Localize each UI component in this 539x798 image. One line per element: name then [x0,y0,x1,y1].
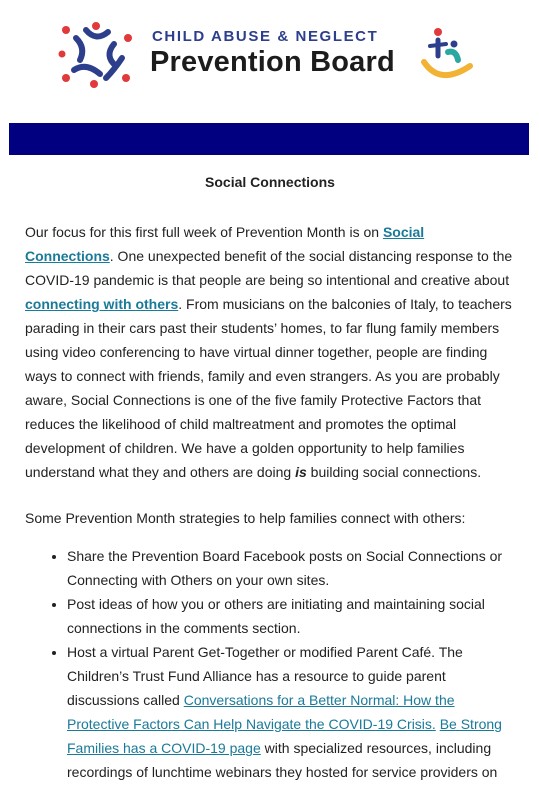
list-item [67,640,515,784]
article-title: Social Connections [205,174,335,190]
org-name-line1: CHILD ABUSE & NEGLECT [152,28,379,45]
be-strong-families-link[interactable]: Be Strong Families has a COVID-19 page [67,716,502,756]
header-divider-bar [9,123,529,155]
conversations-better-normal-link[interactable]: Conversations for a Better Normal: How the Protective Factors Can Help Navigate the COVID-19 Crisis. [67,692,455,732]
strategies-list [25,544,515,784]
people-circle-icon [56,20,134,90]
text-span: building social connections. [306,464,482,480]
strategies-intro: Some Prevention Month strategies to help families connect with others: [25,510,466,526]
social-connections-link[interactable]: Social Connections [25,224,425,264]
text-span: Host a virtual Parent Get-Together or modified Parent Café. The Children’s Trust Fund Alliance has a resource to guide parent discussions called [67,644,463,708]
list-item: • Post ideas of how you or others are initiating and maintaining social connections in the comments section. [67,592,515,640]
email-header [0,0,539,118]
family-figure-icon [418,22,478,86]
emphasis-text: is [295,464,307,480]
text-span: . From musicians on the balconies of Italy, to teachers parading in their cars past their students’ homes, to far flung family members using video conferencing to have virtual dinner together, people are finding ways to connect with friends, family and even strangers. As you are probably aware, Social Connections is one of the five family Protective Factors that reduces the likelihood of child maltreatment and promotes the optimal development of children. We have a golden opportunity to help families understand what they and others are doing [25,296,512,480]
text-span: . One unexpected benefit of the social distancing response to the COVID-19 pandemic is that people are being so intentional and creative about [25,248,513,288]
org-name-line2: Prevention Board [150,46,395,78]
connecting-with-others-link[interactable]: connecting with others [25,296,179,312]
list-item: • Share the Prevention Board Facebook posts on Social Connections or Connecting with Others on your own sites. [67,544,515,592]
article-body [25,170,515,784]
text-span: Our focus for this first full week of Prevention Month is on [25,224,383,240]
text-span: with specialized resources, including recordings of lunchtime webinars they hosted for service providers on [67,740,498,780]
intro-paragraph [25,220,515,484]
